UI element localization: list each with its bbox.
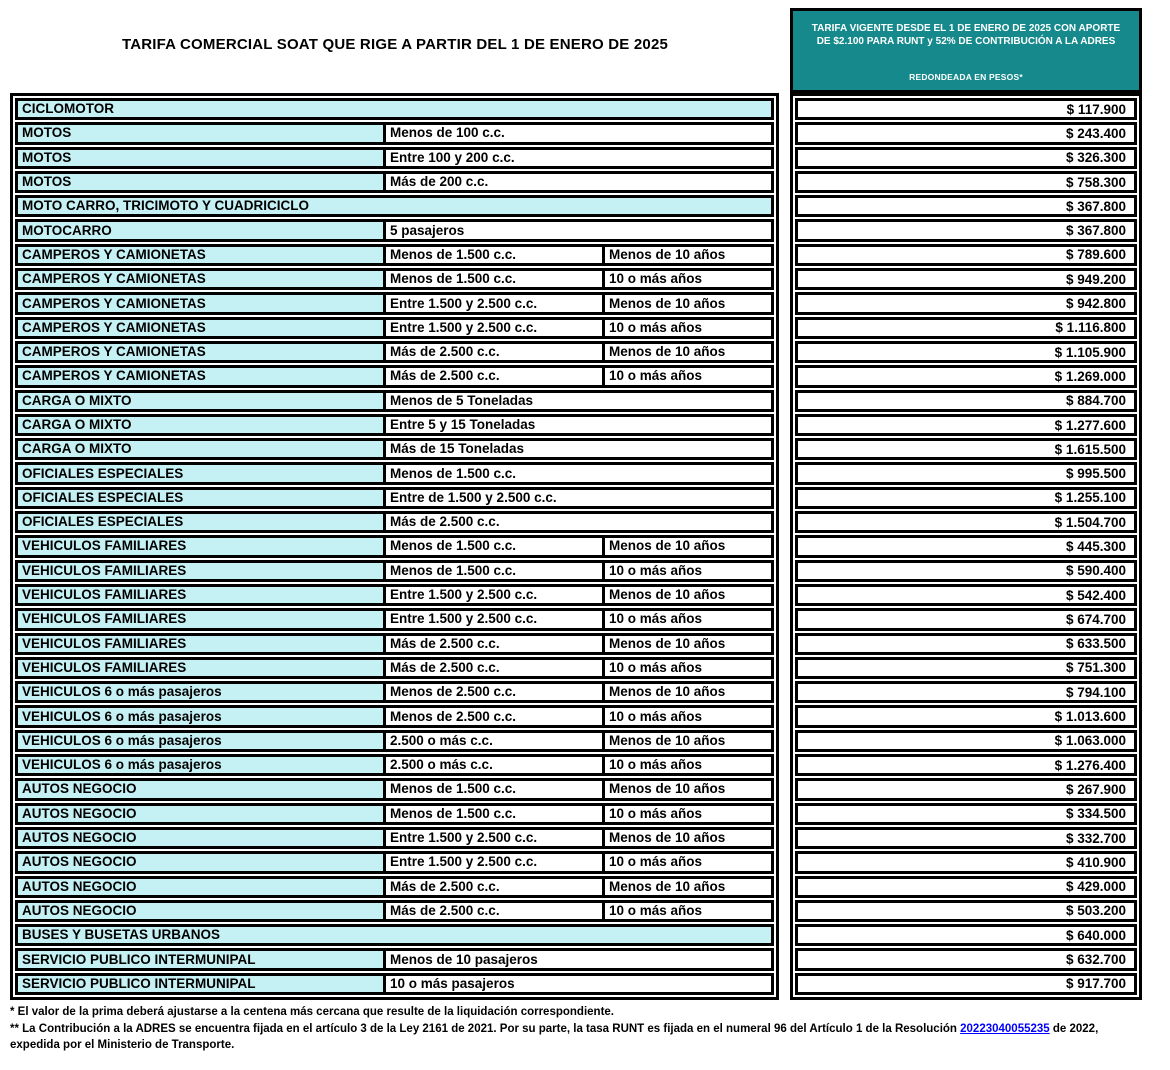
category-cell: VEHICULOS FAMILIARES bbox=[18, 636, 383, 652]
footnote-3: expedida por el Ministerio de Transporte. bbox=[10, 1039, 235, 1051]
footnote-2 bbox=[10, 1021, 1150, 1038]
spec-cell: Entre 1.500 y 2.500 c.c. bbox=[383, 320, 602, 336]
spec-cell: Menos de 1.500 c.c. bbox=[383, 465, 771, 481]
spec-cell: Entre de 1.500 y 2.500 c.c. bbox=[383, 490, 771, 506]
spec-cell: Menos de 5 Toneladas bbox=[383, 393, 771, 409]
table-row bbox=[15, 219, 774, 241]
price-column bbox=[790, 93, 1142, 1000]
spec-cell: Más de 15 Toneladas bbox=[383, 441, 771, 457]
price-cell: $ 942.800 bbox=[795, 292, 1137, 314]
category-cell: CICLOMOTOR bbox=[18, 101, 771, 117]
category-cell: SERVICIO PUBLICO INTERMUNIPAL bbox=[18, 976, 383, 992]
age-cell: 10 o más años bbox=[602, 660, 771, 676]
age-cell: 10 o más años bbox=[602, 320, 771, 336]
price-cell: $ 633.500 bbox=[795, 633, 1137, 655]
spec-cell: Más de 2.500 c.c. bbox=[383, 344, 602, 360]
price-cell: $ 758.300 bbox=[795, 171, 1137, 193]
table-row bbox=[15, 462, 774, 484]
spec-cell: Más de 2.500 c.c. bbox=[383, 660, 602, 676]
price-cell: $ 995.500 bbox=[795, 462, 1137, 484]
category-cell: VEHICULOS FAMILIARES bbox=[18, 563, 383, 579]
table-row bbox=[15, 948, 774, 970]
category-cell: VEHICULOS 6 o más pasajeros bbox=[18, 757, 383, 773]
price-cell: $ 410.900 bbox=[795, 851, 1137, 873]
age-cell: 10 o más años bbox=[602, 611, 771, 627]
category-cell: MOTOS bbox=[18, 150, 383, 166]
price-cell: $ 674.700 bbox=[795, 608, 1137, 630]
price-cell: $ 1.269.000 bbox=[795, 365, 1137, 387]
age-cell: Menos de 10 años bbox=[602, 684, 771, 700]
price-cell: $ 1.504.700 bbox=[795, 511, 1137, 533]
age-cell: Menos de 10 años bbox=[602, 247, 771, 263]
category-cell: MOTOCARRO bbox=[18, 222, 383, 238]
table-row bbox=[15, 535, 774, 557]
category-cell: VEHICULOS 6 o más pasajeros bbox=[18, 733, 383, 749]
price-cell: $ 949.200 bbox=[795, 268, 1137, 290]
age-cell: Menos de 10 años bbox=[602, 781, 771, 797]
price-cell: $ 542.400 bbox=[795, 584, 1137, 606]
age-cell: 10 o más años bbox=[602, 806, 771, 822]
price-cell: $ 117.900 bbox=[795, 98, 1137, 120]
table-row bbox=[15, 827, 774, 849]
spec-cell: Menos de 1.500 c.c. bbox=[383, 271, 602, 287]
table-row bbox=[15, 803, 774, 825]
price-cell: $ 445.300 bbox=[795, 535, 1137, 557]
spec-cell: Más de 2.500 c.c. bbox=[383, 368, 602, 384]
table-row bbox=[15, 317, 774, 339]
category-cell: CAMPEROS Y CAMIONETAS bbox=[18, 247, 383, 263]
spec-cell: Menos de 1.500 c.c. bbox=[383, 247, 602, 263]
price-cell: $ 332.700 bbox=[795, 827, 1137, 849]
table-row bbox=[15, 705, 774, 727]
category-cell: CAMPEROS Y CAMIONETAS bbox=[18, 271, 383, 287]
price-cell: $ 367.800 bbox=[795, 219, 1137, 241]
category-cell: CARGA O MIXTO bbox=[18, 393, 383, 409]
age-cell: 10 o más años bbox=[602, 757, 771, 773]
resolution-link[interactable]: 20223040055235 bbox=[960, 1022, 1050, 1035]
footnote-2-tail: de 2022, bbox=[1049, 1022, 1099, 1035]
category-cell: OFICIALES ESPECIALES bbox=[18, 490, 383, 506]
footnote-2-text: ** La Contribución a la ADRES se encuentra fijada en el artículo 3 de la Ley 2161 de 2021. Por su parte, la tasa RUNT es fijada en el numeral 96 del Artículo 1 de la Resolución bbox=[10, 1022, 961, 1035]
age-cell: Menos de 10 años bbox=[602, 344, 771, 360]
price-cell: $ 367.800 bbox=[795, 195, 1137, 217]
age-cell: Menos de 10 años bbox=[602, 733, 771, 749]
category-cell: AUTOS NEGOCIO bbox=[18, 854, 383, 870]
spec-cell: Menos de 2.500 c.c. bbox=[383, 708, 602, 724]
age-cell: Menos de 10 años bbox=[602, 538, 771, 554]
price-cell: $ 917.700 bbox=[795, 973, 1137, 995]
price-cell: $ 1.276.400 bbox=[795, 754, 1137, 776]
table-row bbox=[15, 778, 774, 800]
table-row bbox=[15, 900, 774, 922]
table-row bbox=[15, 147, 774, 169]
table-row bbox=[15, 390, 774, 412]
category-cell: AUTOS NEGOCIO bbox=[18, 903, 383, 919]
category-cell: VEHICULOS 6 o más pasajeros bbox=[18, 708, 383, 724]
category-cell: MOTOS bbox=[18, 125, 383, 141]
age-cell: 10 o más años bbox=[602, 903, 771, 919]
table-row bbox=[15, 438, 774, 460]
spec-cell: Entre 5 y 15 Toneladas bbox=[383, 417, 771, 433]
table-row bbox=[15, 876, 774, 898]
spec-cell: Más de 2.500 c.c. bbox=[383, 514, 771, 530]
age-cell: 10 o más años bbox=[602, 708, 771, 724]
header-sub-note: REDONDEADA EN PESOS* bbox=[909, 72, 1023, 82]
price-cell: $ 503.200 bbox=[795, 900, 1137, 922]
spec-cell: Entre 100 y 200 c.c. bbox=[383, 150, 771, 166]
price-cell: $ 243.400 bbox=[795, 122, 1137, 144]
price-cell: $ 632.700 bbox=[795, 948, 1137, 970]
price-cell: $ 326.300 bbox=[795, 147, 1137, 169]
price-cell: $ 884.700 bbox=[795, 390, 1137, 412]
spec-cell: 10 o más pasajeros bbox=[383, 976, 771, 992]
spec-cell: Menos de 10 pasajeros bbox=[383, 951, 771, 967]
table-row bbox=[15, 244, 774, 266]
spec-cell: Entre 1.500 y 2.500 c.c. bbox=[383, 295, 602, 311]
age-cell: Menos de 10 años bbox=[602, 587, 771, 603]
category-cell: MOTO CARRO, TRICIMOTO Y CUADRICICLO bbox=[18, 198, 771, 214]
tariff-header-box bbox=[790, 8, 1142, 93]
spec-cell: 2.500 o más c.c. bbox=[383, 733, 602, 749]
spec-cell: Menos de 1.500 c.c. bbox=[383, 538, 602, 554]
table-row bbox=[15, 973, 774, 995]
table-row bbox=[15, 122, 774, 144]
table-row bbox=[15, 414, 774, 436]
price-cell: $ 429.000 bbox=[795, 876, 1137, 898]
category-cell: MOTOS bbox=[18, 174, 383, 190]
table-row bbox=[15, 730, 774, 752]
table-row bbox=[15, 487, 774, 509]
price-cell: $ 794.100 bbox=[795, 681, 1137, 703]
category-cell: CARGA O MIXTO bbox=[18, 441, 383, 457]
spec-cell: Menos de 1.500 c.c. bbox=[383, 806, 602, 822]
table-row bbox=[15, 924, 774, 946]
price-cell: $ 1.105.900 bbox=[795, 341, 1137, 363]
category-cell: VEHICULOS FAMILIARES bbox=[18, 660, 383, 676]
price-cell: $ 640.000 bbox=[795, 924, 1137, 946]
age-cell: 10 o más años bbox=[602, 854, 771, 870]
price-cell: $ 267.900 bbox=[795, 778, 1137, 800]
age-cell: Menos de 10 años bbox=[602, 636, 771, 652]
category-cell: AUTOS NEGOCIO bbox=[18, 806, 383, 822]
category-cell: VEHICULOS 6 o más pasajeros bbox=[18, 684, 383, 700]
table-row bbox=[15, 754, 774, 776]
spec-cell: Más de 2.500 c.c. bbox=[383, 879, 602, 895]
category-cell: VEHICULOS FAMILIARES bbox=[18, 611, 383, 627]
age-cell: Menos de 10 años bbox=[602, 879, 771, 895]
table-row bbox=[15, 560, 774, 582]
spec-cell: Menos de 1.500 c.c. bbox=[383, 563, 602, 579]
category-cell: CARGA O MIXTO bbox=[18, 417, 383, 433]
spec-cell: 5 pasajeros bbox=[383, 222, 771, 238]
category-cell: AUTOS NEGOCIO bbox=[18, 879, 383, 895]
header-main-note: TARIFA VIGENTE DESDE EL 1 DE ENERO DE 2025 CON APORTE DE $2.100 PARA RUNT y 52% DE CONTRIBUCIÓN A LA ADRES bbox=[811, 23, 1121, 47]
spec-cell: 2.500 o más c.c. bbox=[383, 757, 602, 773]
category-cell: VEHICULOS FAMILIARES bbox=[18, 587, 383, 603]
table-row bbox=[15, 365, 774, 387]
price-cell: $ 334.500 bbox=[795, 803, 1137, 825]
spec-cell: Menos de 2.500 c.c. bbox=[383, 684, 602, 700]
spec-cell: Menos de 100 c.c. bbox=[383, 125, 771, 141]
age-cell: 10 o más años bbox=[602, 563, 771, 579]
category-cell: OFICIALES ESPECIALES bbox=[18, 465, 383, 481]
table-row bbox=[15, 681, 774, 703]
spec-cell: Entre 1.500 y 2.500 c.c. bbox=[383, 854, 602, 870]
spec-cell: Más de 200 c.c. bbox=[383, 174, 771, 190]
price-cell: $ 1.116.800 bbox=[795, 317, 1137, 339]
age-cell: Menos de 10 años bbox=[602, 830, 771, 846]
category-cell: OFICIALES ESPECIALES bbox=[18, 514, 383, 530]
table-row bbox=[15, 608, 774, 630]
price-cell: $ 1.277.600 bbox=[795, 414, 1137, 436]
spec-cell: Entre 1.500 y 2.500 c.c. bbox=[383, 587, 602, 603]
spec-cell: Menos de 1.500 c.c. bbox=[383, 781, 602, 797]
table-row bbox=[15, 584, 774, 606]
page-title: TARIFA COMERCIAL SOAT QUE RIGE A PARTIR DEL 1 DE ENERO DE 2025 bbox=[121, 36, 669, 53]
category-cell: AUTOS NEGOCIO bbox=[18, 781, 383, 797]
category-cell: AUTOS NEGOCIO bbox=[18, 830, 383, 846]
table-row bbox=[15, 657, 774, 679]
price-cell: $ 789.600 bbox=[795, 244, 1137, 266]
spec-cell: Entre 1.500 y 2.500 c.c. bbox=[383, 611, 602, 627]
category-cell: BUSES Y BUSETAS URBANOS bbox=[18, 927, 771, 943]
table-row bbox=[15, 511, 774, 533]
age-cell: 10 o más años bbox=[602, 271, 771, 287]
footnote-1: * El valor de la prima deberá ajustarse a la centena más cercana que resulte de la liquidación correspondiente. bbox=[10, 1006, 614, 1018]
price-cell: $ 1.615.500 bbox=[795, 438, 1137, 460]
category-cell: CAMPEROS Y CAMIONETAS bbox=[18, 295, 383, 311]
age-cell: 10 o más años bbox=[602, 368, 771, 384]
price-cell: $ 1.013.600 bbox=[795, 705, 1137, 727]
price-cell: $ 590.400 bbox=[795, 560, 1137, 582]
category-cell: VEHICULOS FAMILIARES bbox=[18, 538, 383, 554]
category-cell: SERVICIO PUBLICO INTERMUNIPAL bbox=[18, 951, 383, 967]
spec-cell: Más de 2.500 c.c. bbox=[383, 636, 602, 652]
table-row bbox=[15, 268, 774, 290]
category-cell: CAMPEROS Y CAMIONETAS bbox=[18, 368, 383, 384]
table-row bbox=[15, 633, 774, 655]
category-cell: CAMPEROS Y CAMIONETAS bbox=[18, 320, 383, 336]
price-cell: $ 1.255.100 bbox=[795, 487, 1137, 509]
price-cell: $ 751.300 bbox=[795, 657, 1137, 679]
table-row bbox=[15, 171, 774, 193]
table-row bbox=[15, 98, 774, 120]
tariff-table bbox=[10, 93, 779, 1000]
table-row bbox=[15, 851, 774, 873]
price-cell: $ 1.063.000 bbox=[795, 730, 1137, 752]
table-row bbox=[15, 292, 774, 314]
footnotes bbox=[10, 1004, 1150, 1054]
table-row bbox=[15, 341, 774, 363]
category-cell: CAMPEROS Y CAMIONETAS bbox=[18, 344, 383, 360]
table-row bbox=[15, 195, 774, 217]
spec-cell: Entre 1.500 y 2.500 c.c. bbox=[383, 830, 602, 846]
age-cell: Menos de 10 años bbox=[602, 295, 771, 311]
spec-cell: Más de 2.500 c.c. bbox=[383, 903, 602, 919]
